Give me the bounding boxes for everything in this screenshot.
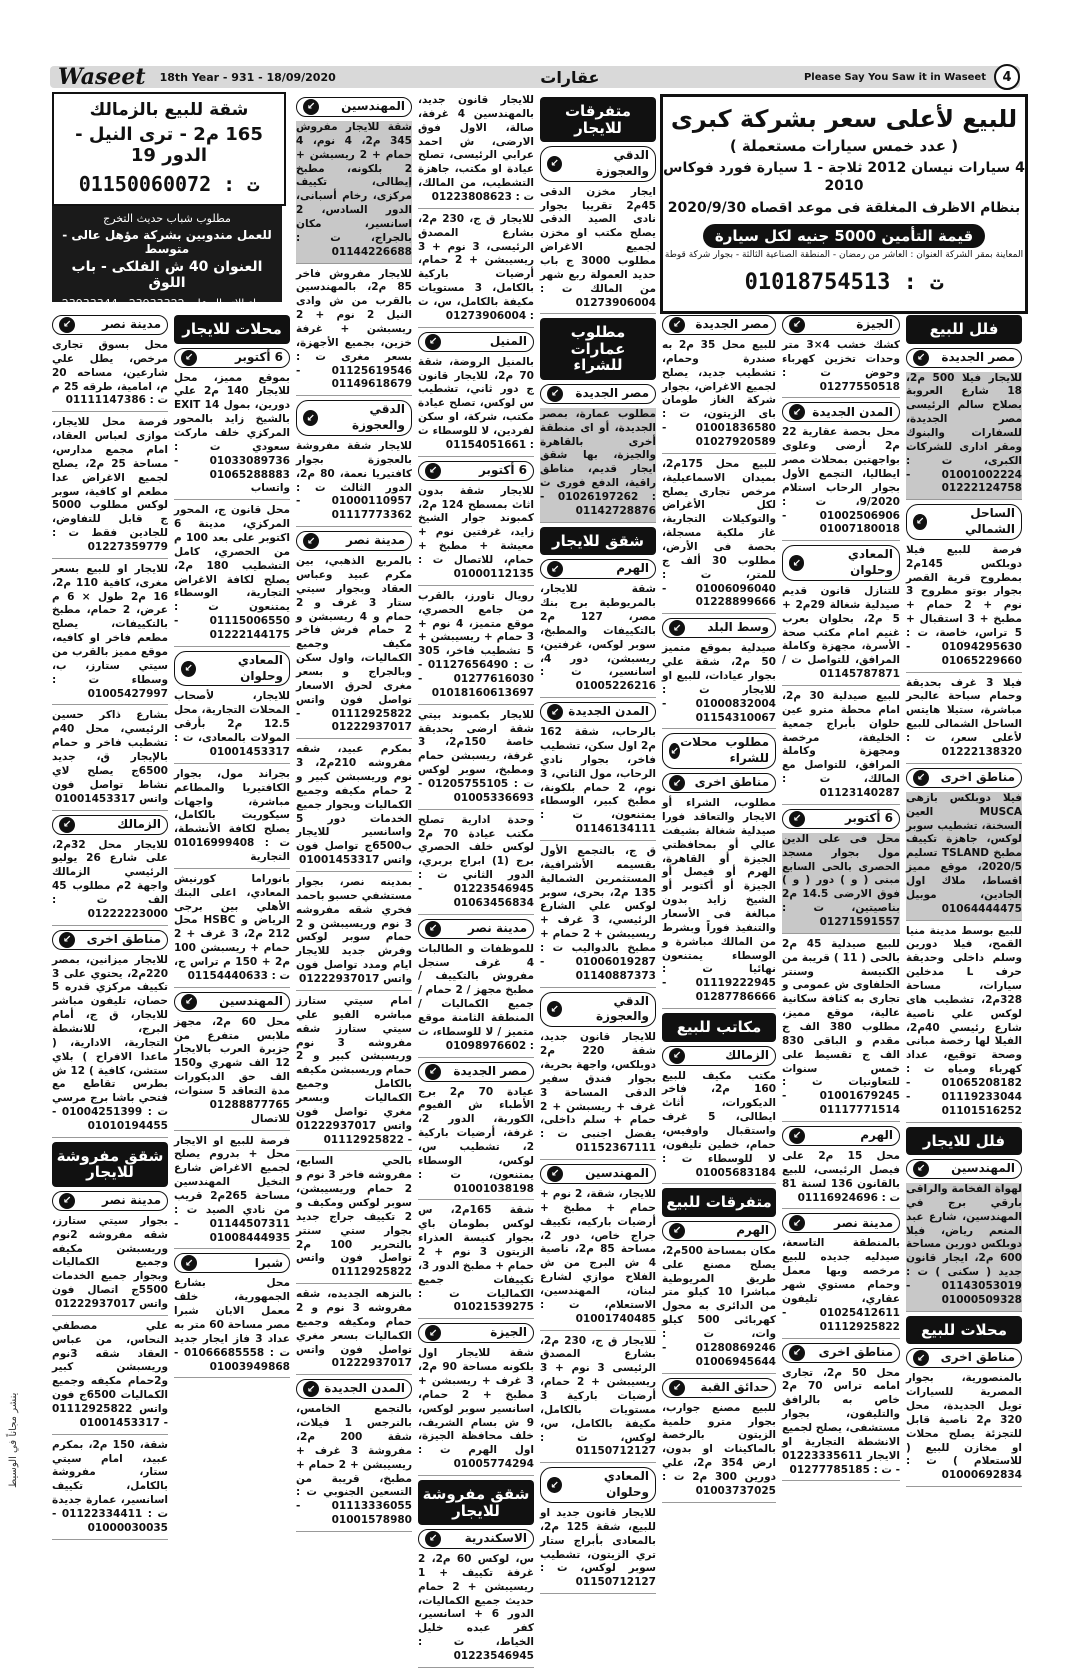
classified-ad: للايجار شقة بدون اثاث بمسطح 124 م2، كمبوند جوار الشيخ زايد، غرفتين نوم + معيشة + مطبخ + حمام، للاتصال ت : 01000112135: [418, 485, 534, 586]
main-ad-phone: ت : 01018754513: [744, 269, 944, 295]
section-label-text: مصر الجديدة: [453, 1063, 527, 1078]
arrow-icon: ↙: [303, 1381, 319, 1397]
classified-ad: بالتجمع الخامس، بالنرجس 1 فيلات، شقة 200 م2، مفروشة 3 غرف + ريسيبشن + 2 حمام + مطبخ، قريبة من التسعين الجنوبي ت : 01113336055 - 01001578980: [296, 1403, 412, 1532]
section-label-text: المهندسين: [585, 1166, 649, 1181]
classified-ad: للبيع محل 35 م2 به صندرة وحمام، تشطيب جديد، يصلح لجميع الاغراض، بجوار شركة الغاز طومان باى الزيتون، ت : 01001836580 - 01027920589: [662, 339, 776, 454]
arrow-icon: ↙: [303, 533, 319, 549]
section-label-text: الزمالك: [117, 816, 161, 831]
section-label: [782, 402, 900, 422]
classified-ad: لهواة الفخامة والراقى بارقي برج في المهندسين، شارع عبد المنعم رياض، فيلا دوبلكس دورين مساحة 600 م2، ايجار قانون جديد ( سكنى ) ت : 01143053019 - 01000509328: [906, 1183, 1022, 1312]
main-ad-address: المعاينة بمقر الشركة العنوان : العاشر من رمضان - المنطقة الصناعية الثالثة - بجوار شركة قوطة: [664, 249, 1024, 260]
section-label: [662, 733, 776, 769]
classified-ad: شقة للايجار، بالمريوطية برج بنك مصر، 127 م2 بالتكييفات والمطبخ، سوبر لوكس، غرفتين، ريسبشن، دور 4، اسانسير، ت : 01005226216: [540, 583, 656, 698]
classified-ad: فرصة محل للايجار، موازى لعباس العقاد، امام مجمع مدارس، مساحة 25 م2، يصلح لجميع الاغراض عدا مطعم او كافية، سوبر لوكس مطلوب 5000 ج قابل للتفاوض، للجادين فقط ت : 01227359779: [52, 416, 168, 559]
classified-ad: ق ج، بالتجمع الأول بقسيمه الأشرافية، المستثمرين الشمالية 135 م2، بحرى، سوبر لوكس علي الشارع الرئيسي، 3 غرف + ريسيبشن + 2 حمام + مطبخ بالدواليب ت : 01006019287 - 01140887373: [540, 845, 656, 988]
arrow-icon: ↙: [913, 1350, 929, 1366]
arrow-icon: ↙: [425, 1531, 441, 1547]
classified-ad: للايجار شقة مفروشة بالعجوزة بجوار كافتيريا نعمة، 80 م2، الدور الثالث ت : 01000110957 - 01117773362: [296, 440, 412, 527]
classified-ad: بجراند مول، بجوار الكافتيريا والمطاعم مباشرة، واجهات سيكوريت بالكامل، يصلح لكافة الأنشطة، ت : 01016999408 التجارية: [174, 768, 290, 869]
classified-ad: بجوار سيتي ستارز، شقه مفروشه 2نوم وريسبشن مكيفه وجميع الكماليات وبجوار جميع الخدمات 5500ج اتصال فون واتس 01222937017: [52, 1215, 168, 1316]
side-credit: ينشر مجاناً في الوسيط: [8, 1392, 19, 1488]
classified-ad: للايجار ق ج، 230 م2، بشارع المصدق الرئيسى 3 نوم + 3 ريسيبشن + 2 حمام، أرضيات باركية 3 مستويات بالكامل، مكيفة بالكامل، س، لوكس، ت : 01150712127: [540, 1335, 656, 1464]
section-label: [782, 545, 900, 581]
arrow-icon: ↙: [547, 1001, 562, 1017]
section-label: [296, 531, 412, 551]
category-header: مكاتب للبيع: [662, 1013, 776, 1042]
section-label-text: مدينة نصر: [467, 920, 527, 935]
classified-ad: عيادة 70 م2 برج الأطباء ش الفيوم الكوربة، الدور 2، غرفة، أرضيات باركية 2، تشطيب س، لوكس، الوسطاء يمتنعون، ت : 01001038198: [418, 1086, 534, 1201]
section-label-text: المهندسين: [341, 99, 405, 114]
classified-ad: للبيع مصنع جوارب، بجوار مترو حلمية الزيتون بالرخصة بالماكينات او بدون، ارض 354 م2، علي دورين 300 م2 ت : 01003737025: [662, 1402, 776, 1503]
arrow-icon: ↙: [59, 1193, 75, 1209]
section-label: [662, 1378, 776, 1398]
classified-ad: مطلوب، الشراء أو الايجار والتعاقد فورا صيدلية شغالة بشيفت عالي أو بمحافظتي الجيزة أو القاهرة، الهرم أو فيصل أو الجيزة أو أكتوبر أو الشيخ زايد بدون مبالغة فى الأسعار والتنفيذ فوراً وبشرط من المالك مباشرة و الوسطاء يمتنعون نهائيا ت : 01119222945 - 01287786666: [662, 797, 776, 1009]
section-label-text: المعادي وحلوان: [603, 1469, 649, 1500]
job-ad: [52, 206, 282, 310]
arrow-icon: ↙: [547, 1477, 562, 1493]
classified-ad: للايجار قانون جديد او للبيع، شقة 125 م2، بالمعادى بأبراج ستار تري الزيتون، تشطيب سوبر لوكس، ت : 01150712127: [540, 1507, 656, 1594]
section-label: [662, 773, 776, 793]
job-ad-line1: مطلوب شباب حديث التخرج: [103, 212, 231, 225]
section-label-text: مناطق اخرى: [694, 775, 769, 790]
category-header: محلات للبيع: [906, 1316, 1022, 1345]
issue-meta: 18th Year - 931 - 18/09/2020: [159, 70, 336, 84]
section-label: [540, 992, 656, 1028]
arrow-icon: ↙: [181, 350, 197, 366]
zamalek-ad-line1: شقة للبيع بالزمالك: [89, 100, 249, 120]
section-label: [418, 332, 534, 352]
section-label: [906, 1348, 1022, 1368]
page-header: [50, 66, 1020, 88]
classified-ad: صيدلية بموقع متميز 50 م2، شقة علي بجوار عيادات، للبيع او للايجار ت : 01000832004 - 01154310067: [662, 642, 776, 729]
arrow-icon: ↙: [669, 1223, 685, 1239]
arrow-icon: ↙: [181, 661, 196, 677]
section-label-text: مدينة نصر: [101, 317, 161, 332]
section-label-text: الساحل الشمالي: [964, 506, 1015, 537]
section-label-text: مطلوب محلات للشراء: [680, 735, 769, 766]
classified-ad: محل قانون ج، المحور المركزي، مدينة 6 اكتوبر على بعد 100 م من الحصري، كامل التشطيب 180 م2، يصلح لكافة الاغراض التجارية، الوسطاء يمتنعون ت : 01115006550 - 01222144175: [174, 504, 290, 647]
section-label-text: 6 أكتوبر: [234, 349, 283, 364]
arrow-icon: ↙: [669, 1048, 685, 1064]
section-label: [906, 768, 1022, 788]
section-label-text: المعادي وحلوان: [237, 652, 283, 683]
section-label: [418, 461, 534, 481]
arrow-icon: ↙: [913, 770, 929, 786]
classified-ad: مكتب مكيف للبيع 160 م2، فاخر الديكورات، أثاث ايطالى، 5 غرف واستقبال واوفيس، حمام، خطين تليفون، لا للوسطاء ت : 01005683184: [662, 1070, 776, 1185]
section-label-text: المهندسين: [951, 1161, 1015, 1176]
section-label: [662, 618, 776, 638]
section-label-text: مصر الجديدة: [575, 385, 649, 400]
category-header: محلات للايجار: [174, 315, 290, 344]
section-label: [662, 1221, 776, 1241]
classified-ad: بالحي السابع، مفروشه فاخر 3 نوم و 2 حمام وريسيبشن، سوبر لوكس ومكيف و 2 تكييف جراج جديد بجوار ستي سنتر بالتحرير 100 م2 تواصل فون واتس 01112925822: [296, 1155, 412, 1284]
classified-ad: للايجار فيلا 500 م2، 18 شارع العروبة بصلاح سالم الرئيسى مصر الجديدة، للسفارات والبنوك ومقر ادارى للشركات الكبرى، ت : 01001002224 - 01222124758: [906, 372, 1022, 501]
classified-ad: للايجار ق ج، 230 م2، بشارع المصدق الرئيسى، 3 نوم + 3 ريسيبشن + 2 حمام، أرضيات باركية بالكامل، 3 مستويات مكيفة بالكامل، س، ت : 01273906004: [418, 213, 534, 328]
section-label: [296, 1379, 412, 1399]
job-ad-line4: برجاء الاتصال على 23933322 - 23933344: [61, 297, 273, 310]
section-label-text: الزمالك: [725, 1047, 769, 1062]
classified-ad: للايجار مفروش فاخر 85 م2، بالمهندسين بالقرب من ش وادى النيل 2 نوم + 2 ريسبشن + غرفة خزين، بجميع الأجهزة، بسعر مغرى ت : 01125619546 - 01149618679: [296, 268, 412, 397]
classified-ad: شقة 165م2، س لوكس بطومان باي بجوار كنيسة العذراء الزيتون 3 نوم + 2 حمام + مطبخ الدور 3، تكييفات جميع الكماليات ت : 01021539275: [418, 1204, 534, 1319]
classified-ad: للايجار قانون جديد، بالمهندسين 4 غرفة، صالة، الاول فوق الارضى، ش احمد عرابي الرئيسى، تصلح عيادة او مكتب، جاهزة التشطيب، من المالك، ت : 01223808623: [418, 94, 534, 209]
section-label-text: الاسكندرية: [464, 1531, 527, 1546]
arrow-icon: ↙: [669, 775, 685, 791]
classified-ad: محل بسوق تجارى مرخص، يطل علي شارعين، مساحه 20 م، امامية، طرقه 25 م ت : 01111147386: [52, 339, 168, 412]
section-label: [52, 930, 168, 950]
classified-ad: للبيع بوسط مدينة منيا القمح، فيلا دورين وسلم داخلى وحديقة حرف L مدخلين سيارات، مساحة 328م2، تشطيب هاى لوكس علي ناصية شارع رئيسي 40م2، الفيلا لها رخصة مبانى وصحة توقيع، عداد كهرباء ومياه ت : 01065208182 - 01119233044 - 01101516252: [906, 925, 1022, 1123]
category-header: شقق مفروشة للايجار: [418, 1480, 534, 1525]
classified-ad: للبيع صيدلية 30 م2، امام محطة مترو عين حلوان بأبراج جمعية الخليفة، مرخصة ومجهزة وكاملة المرافق، للتواصل مع المالك، ت : 01123140287: [782, 690, 900, 805]
classified-ad: للايجار، شقة، 2 نوم + حمام + مطبخ + أرضيات باركيه، تكييف جراج خاص، دور 2، مساحة 85 م2، ناصية 4 ش البرج من ش الفلاح موازي لشارع لبنان، المهندسين، الاستعلام، ت : 01001740485: [540, 1188, 656, 1331]
section-label-text: مدينة نصر: [101, 1192, 161, 1207]
arrow-icon: ↙: [547, 561, 563, 577]
section-label-text: مدينة نصر: [833, 1215, 893, 1230]
section-label-text: الهرم: [616, 561, 649, 576]
arrow-icon: ↙: [789, 811, 805, 827]
classified-ad: بالنزهه الجديده، شقه مفروشه 3 نوم و 2 حمام ومكيفه وجميع الكماليات بسعر مغري تواصل فون واتس 01222937017: [296, 1288, 412, 1375]
arrow-icon: ↙: [181, 994, 197, 1010]
arrow-icon: ↙: [303, 99, 319, 115]
classified-ad: بالمربع الذهبي، بين مكرم عبيد وعباس العقاد وبجوار سيتي ستار 3 غرف و 2 حمام و 4 ريسبشن و 2 حمام فرش فاخر مكيف وجميع الكماليات، واول سكن وبالجراج و بسعر مغرى لحرق الاسعار تواصل فون واتس 01112925822 - 01222937017: [296, 555, 412, 739]
section-label-text: المعادي وحلوان: [847, 547, 893, 578]
section-label-text: 6 أكتوبر: [844, 810, 893, 825]
classified-ad: للايجار ميزانين، بمصر 220م2، يحتوي على 3 تكييف مركزي قدره 5 حصان، تليفون مباشر للايجار، ق ج، أمام البرج، للانشطة التجارية، الادارية، ( ماعدا الافراح ) بلاي ستشن، كافية ) 12 ش بطرس تقاطع مع فتحي باشا برج مرسي ت : 01004251399 - 01010194455: [52, 954, 168, 1138]
job-ad-line3: العنوان 40 ش الفلكى - باب اللوق: [71, 259, 263, 291]
arrow-icon: ↙: [425, 921, 441, 937]
column-4: [540, 94, 656, 1589]
classified-ad: بانوراما كورنيش المعادي، اعلى البنك الأهلي بين برجى الرياض و HSBC محل 212 م2، 3 غرف + 2 حمام + ريسبشن 100 م2 + 150 م تراس ج، ت : 01154440633: [174, 873, 290, 988]
section-label: [52, 315, 168, 335]
section-label: [418, 1062, 534, 1082]
classified-ad: للموظفات و الطالبات 4 غرف سنجل مفروش بالتكييف / مطبخ مجهز / 2 حمام / جميع الكماليات / المنطقة الثامنة موقع متميز / لا للوسطاء، ت : 01098976602: [418, 943, 534, 1058]
arrow-icon: ↙: [913, 350, 929, 366]
zamalek-ad-phone: ت : 01150060072: [78, 172, 260, 196]
section-label: [540, 1164, 656, 1184]
classified-ad: محل 50 م2، تجارى امامه تراس 70 م2 خاص به بالرافق والتليفون، بجوار مستشفى، يصلح لجميع الانشطة التجارية او الايجار 01223335611 - ت : 01277785185: [782, 1367, 900, 1482]
section-label-text: مناطق اخرى: [818, 1344, 893, 1359]
section-label: [782, 1213, 900, 1233]
main-car-ad: [660, 94, 1028, 314]
classified-ad: امام سيتي ستارز مباشره الفيو علي سيتي ستارز شقه مفروشه 3 نوم وريسبشن كبير و 2 حمام وريسبشن مكيفه بالكامل وجميع الكماليات وبسعر مغري تواصل فون واتس 01222937017 - 01112925822: [296, 995, 412, 1151]
arrow-icon: ↙: [425, 1064, 441, 1080]
classified-ad: للايجار بكمبوند بيتي شقة ارضى بحديقة خاصة 150م2، 3 غرفة، ريسبشن حمام ومطبخ، سوبر لوكس ت : 01205755105 - 01005336693: [418, 709, 534, 810]
classified-ad: بشارع ذاكر حسين الرئيسي، محل 40م تشطيب فاخر و حمام بالإيجار ق، جديد 6500ج يصلح لاي نشاط تواصل فون واتس 01001453317: [52, 709, 168, 810]
section-label: [296, 400, 412, 436]
classified-ad: محل بحصة عقارية 22 م2 أرضى وعلوى بواجهتين بمحلات مصر ايطاليا، التجمع الأول بجوار الرحاب استلام 9/2020، ت : 01002506906 - 01007180018: [782, 426, 900, 541]
classified-ad: بالمنيل الروضة، شقة 70 م2، للايجار قانون ج دور ثاني، تشطيب س لوكس، تصلح عيادة مكتب، شركة، او سكن لفردين، لا للوسطاء ت : 01154051661: [418, 356, 534, 457]
section-label: [174, 651, 290, 687]
arrow-icon: ↙: [789, 555, 804, 571]
column-6: [296, 94, 412, 1534]
classified-ad: علي مصطفي النحاس، من عباس العقاد شقه 3نوم وريسبشن كبير و2حمام مكيفه وجميع الكماليات 6500ج فون واتس 01112925822 - 01001453317: [52, 1320, 168, 1435]
section-label-text: المدن الجديدة: [324, 1381, 405, 1396]
arrow-icon: ↙: [59, 932, 75, 948]
section-label: [782, 1126, 900, 1146]
column-5: [418, 94, 535, 1663]
section-label: [418, 919, 534, 939]
section-label: [540, 1467, 656, 1503]
section-label-text: شبرا: [254, 1255, 283, 1270]
section-label-text: الجيزة: [856, 317, 893, 332]
classified-ad: مطلوب عمارة، بمصر الجديدة، أو اى منطقة أخرى بالقاهرة والجيزة، بها شقق ايجار قديم، مناطق راقية، الدفع فورى ت : 01026197262 - 01142728876: [540, 408, 656, 523]
category-header: فلل للايجار: [906, 1127, 1022, 1156]
page-number: 4: [994, 64, 1020, 90]
classified-ad: بالمنطقة التاسعة، صيدليه جديده للبيع مرخصه وبها معمل وحمام مستوي شهر عقاري، تليفون 01025412611 - 01112925822: [782, 1237, 900, 1338]
column-8: [52, 312, 168, 1534]
arrow-icon: ↙: [547, 156, 562, 172]
section-label-text: الدقي والعجوزة: [595, 148, 649, 178]
arrow-icon: ↙: [669, 743, 680, 759]
section-label-text: مناطق اخرى: [940, 1350, 1015, 1365]
section-label: [540, 559, 656, 579]
main-ad-line4: بنظام الاظرف المغلقة فى موعد اقصاه 2020/9/30: [667, 200, 1021, 217]
classified-ad: شقة، 150 م2، بمكرم عبيد، امام سيتي ستار، مفروشة بالكامل، تكييف اسانسير، عمارة جديدة ت : 01122334411 - 01000030035: [52, 1439, 168, 1540]
classified-ad: فرصة للبيع او الايجار محل + بدروم يصلح لجميع الاغراض شارع النخيل المهندسين مساحة 265م2 قريب من نادي الصيد ت : 01144507311 - 01008444935: [174, 1135, 290, 1250]
arrow-icon: ↙: [425, 463, 441, 479]
section-label: [296, 97, 412, 117]
column-3: [662, 312, 776, 1534]
arrow-icon: ↙: [59, 817, 75, 833]
section-label-text: وسط البلد: [707, 620, 769, 635]
section-label-text: مناطق اخرى: [86, 931, 161, 946]
section-label-text: مناطق اخرى: [940, 769, 1015, 784]
section-label: [782, 809, 900, 829]
arrow-icon: ↙: [789, 317, 805, 333]
section-label-text: 6 أكتوبر: [478, 462, 527, 477]
section-label: [52, 815, 168, 835]
section-label-text: الهرم: [860, 1128, 893, 1143]
arrow-icon: ↙: [789, 1215, 805, 1231]
category-header: شقق للايجار: [540, 527, 656, 556]
category-header: شقق مفروشة للايجار: [52, 1142, 168, 1187]
zamalek-ad: [52, 92, 286, 206]
classified-ad: فيلا 3 غرف بحديقة وحمام سباحة عالبحر مباشرة، ستيلا هايتس الساحل الشمالى للبيع لأعلى سعر، ت : 01222138320: [906, 677, 1022, 764]
section-label: [906, 504, 1022, 540]
arrow-icon: ↙: [547, 704, 563, 720]
classified-ad: بالرحاب، شقة 162 م2 اول سكن، تشطيب فاخر، بجوار نادي الرحاب، مول الثاني، 3 نوم، 2 حمام بلكونة، مطبخ كبير، الوسطاء يمتنعون، ت : 01146134111: [540, 726, 656, 841]
arrow-icon: ↙: [789, 404, 805, 420]
section-label: [540, 702, 656, 722]
section-label-text: الجيزة: [490, 1325, 527, 1340]
section-label: [782, 315, 900, 335]
arrow-icon: ↙: [59, 317, 75, 333]
section-label: [418, 1323, 534, 1343]
classified-ad: للبيع محل 175م2، بميدان الاسماعيلية، مرخص تجارى يصلح لكل الأغراض والتوكيلات التجارية، غاز ملكية مسجلة، بحصة فى الأرض، مطلوب 30 ألف ج للمتر، ت : 01006096040 - 01228899666: [662, 458, 776, 614]
section-label: [418, 1529, 534, 1549]
classified-ad: شقة للايجار اول بلكونه مساحة 90 م2، 3 غرف + ريسبشن + مطبخ + 2 حمام، اسانسير سوبر لوكس، 9 ش بسام الشريف، خلف محافظة الجيزة، اول الهرم ت : 01005774294: [418, 1347, 534, 1476]
classified-ad: للتنازل قانون قديم صيدلية شغالة 29م2 + 5 م2، بحلوان بعرب غنيم امام مكتب صحة الأسرة، مجهزة وكاملة المرافق، للتواصل ت / 01145787871: [782, 585, 900, 686]
classified-ad: فيلا دوبلكس بازهى MUSCA العين السخنة، تشطيب سوبر لوكس، جاهزة تكييف مطبخ TSLAND تسليم 2020/5، موقع مميز اقساط، ملاك اول الجادين، موبيل 01064444475: [906, 792, 1022, 921]
main-ad-line3: 4 سيارات نيسان 2012 ثلاجة - 1 سيارة فورد فوكاس 2010: [663, 160, 1025, 195]
classified-ad: للبيع صيدلية 45 م2 بالحى ( 11 ) قريبة من الكنيسة وسنتر الحلفاوى ش عمومى و تجارى به كثافة سكانية عالية، موقع مميز، مطلوب 380 الف ج مقدم و الباقى 830 الف ج تقسيط على خمس سنوات للتعاونيات ت : 01001679245 - 01117771514: [782, 938, 900, 1122]
classified-ad: بموقع مميز، محل للايجار 140 م2 علي دورين، بمول EXIT 14 بالشيخ زايد بالمحور المركزي خلف ماركت سعودي ت : 01033089736 - 01065288883 واتساب: [174, 372, 290, 501]
category-header: فلل للبيع: [906, 315, 1022, 344]
category-header: مطلوب عمارات للشراء: [540, 318, 656, 380]
arrow-icon: ↙: [425, 1325, 441, 1341]
classified-ad: للايجار قانون جديد، شقة 220 م2 دوبلكس، واجهة بحرية، بجوار فندق سفير الدقى المساحة 3 غرف + ريسبشن + 2 حمام + سلم داخلى، يفضل اجنبى ت : 01152367111: [540, 1031, 656, 1160]
classified-ad: بالمنصورية، بجوار المصرية للسيارات تويل الجديدة، محل 320 م2 ناصية قابل للتجزئة يصلح محلات او مخازن للبيع ( للاستعلام ) ت : 01000692834: [906, 1372, 1022, 1487]
section-label: [906, 348, 1022, 368]
section-label-text: المهندسين: [219, 993, 283, 1008]
arrow-icon: ↙: [303, 410, 318, 426]
section-label-text: الدقي والعجوزة: [595, 993, 649, 1024]
arrow-icon: ↙: [913, 514, 927, 530]
column-2: [782, 312, 900, 1534]
classified-ad: محل 15 م2 على فيصل الرئيسى، للبيع بالقانون 136 لسنة 81 ت : 01116924696: [782, 1150, 900, 1209]
section-label-text: مصر الجديدة: [695, 317, 769, 332]
column-7: [174, 312, 290, 1534]
category-header: متفرقات للايجار: [540, 97, 656, 142]
section-label: [174, 992, 290, 1012]
section-label: [174, 348, 290, 368]
section-label: [540, 384, 656, 404]
arrow-icon: ↙: [669, 1380, 685, 1396]
arrow-icon: ↙: [913, 1161, 929, 1177]
classified-ad: كشك خشب 4×3 متر وحدات تخزين كهرباء وحوض ت : 01277550518: [782, 339, 900, 398]
arrow-icon: ↙: [181, 1255, 197, 1271]
arrow-icon: ↙: [669, 317, 685, 333]
classified-ad: ايجار مخزن الدقى 45م2 تقريبا بجوار نادى الصيد الدقى يصلح مكتب او مخزن لجميع الاغراض مطلوب 3000 ج باب حديد العمولة ربع شهر من المالك ت : 01273906004: [540, 186, 656, 315]
section-label-text: المنيل: [489, 333, 527, 348]
section-label: [540, 146, 656, 182]
category-header: متفرقات للبيع: [662, 1188, 776, 1217]
section-title: عقارات: [540, 67, 600, 87]
section-label-text: مدينة نصر: [345, 533, 405, 548]
classified-ad: بمدينه نصر، بجوار مستشفي حسبو باحمد فخري شقه مفروشه 3 نوم وريسيبشن و 2 حمام سوبر لوكس وفرش جديد للايجار ايام ومدد تواصل فون واتس 01222937017: [296, 876, 412, 991]
column-1: [906, 312, 1022, 1534]
arrow-icon: ↙: [425, 334, 441, 350]
classified-ad: محل فى على الدين مول بجوار مسجد الحصرى بالحى السابع مبنى ( و ) دور ( و ) فوق الارضى 14.5 م2 بناصيتين، ت : 01271591557: [782, 833, 900, 934]
section-label-text: المدن الجديدة: [812, 404, 893, 419]
section-label: [662, 1046, 776, 1066]
section-label: [174, 1253, 290, 1273]
section-label-text: الدقي والعجوزة: [351, 402, 405, 433]
classified-ad: مكان بمساحة 500م2، يصلح مصنع على طريق المريوطية مباشرا 10 كيلو متر من الدائرى به محول كهربائى 500 كيلو وات، ت : 01280869246 - 01006945644: [662, 1245, 776, 1374]
section-label: [662, 315, 776, 335]
zamalek-ad-line2: 165 م2 - ترى النيل - الدور 19: [75, 124, 263, 166]
job-ad-line2: للعمل مندوبين بشركة مؤهل عالى - متوسط: [62, 228, 272, 256]
arrow-icon: ↙: [547, 1166, 563, 1182]
classified-ad: شقة للايجار مفروش 345 م2، 4 نوم، 4 حمام + 2 ريسبشن + 2 بلكونه، مطبخ إيطالى، تكييف مركزى، رخام أسبانى، الدور السادس، 2 اسانسير، مكان بالجراج، ت : 01144226688: [296, 121, 412, 264]
arrow-icon: ↙: [789, 1345, 805, 1361]
arrow-icon: ↙: [669, 620, 685, 636]
classified-ad: للايجار محل 32م2، على شارع 26 يوليو الرئيسي الزمالك واجهة 2م مطلوب 45 الف ت : 01222223000: [52, 839, 168, 926]
section-label-text: مصر الجديدة: [941, 349, 1015, 364]
classified-ad: محل 60 م2، مجهز ملابس متفرع من جزيرة العرب بالايجار 12 الف شهري و150 الف حق الديكورات مدة التعاقد 5 سنوات، 01288877765 للاتصال: [174, 1016, 290, 1131]
classified-ad: للايجار، لأصحاب المحلات التجارية، محل 12.5 م2 بأرقى المولات بالمعادى، ت : 01001453317: [174, 690, 290, 763]
arrow-icon: ↙: [547, 386, 563, 402]
section-label-text: حدائق القبة: [700, 1379, 769, 1394]
section-label-text: المدن الجديدة: [568, 704, 649, 719]
tagline: Please Say You Saw it in Waseet: [803, 71, 986, 83]
arrow-icon: ↙: [789, 1128, 805, 1144]
classified-ad: فرصة للبيع فيلا دوبلكس 145م2 بمطروح قرية القصر بجوار بوتو مطروح 3 نوم + 2 حمام + مطبخ + 3 استقبال + 5 تراس، خاصة، ت : 01094295630 - 01065229660: [906, 544, 1022, 673]
main-ad-line1: للبيع لأعلى سعر بشركة كبرى: [670, 105, 1018, 133]
main-ad-line2: ( عدد خمس سيارات مستعملة ): [729, 137, 959, 155]
classified-ad: محل بشارع الجمهورية، خلف معمل الابان شبرا مصر مساحة 60 متر به عداد 3 فاز ايجار جديد ت : 01066685558 - 01003949868: [174, 1277, 290, 1378]
section-label-text: الهرم: [736, 1222, 769, 1237]
classified-ad: رويال تاورز، بالقرب من جامع الحصري، موقع متميز، 4 نوم + 3 حمام + ريسيبشن + 5 تشطيب فاخر، 305 ت : 01127656490 - 01277616030 - 01018160613697: [418, 590, 534, 705]
classified-ad: للايجار او للبيع بسعر مغرى، كافية 110 م2، 16 م2 طول × 6 م عرض، 2 حمام، مطبخ بالتكييفات، يصلح مطعم فاخر او كافيه، موقع مميز بالقرب من سيتي ستارز، ب، وسطاء ت : 01005427997: [52, 563, 168, 706]
classified-ad: س، لوكس 60 م2، 2 غرفة تكييف + 1 ريسيبشن + 2 حمام حديث جميع الكماليات، الدور 6 + اسانسير، كفر عبده خليل الخياط، ت : 01223546945: [418, 1553, 534, 1668]
classified-ad: بمكرم عبيد، شقه مفروشه 210م2، 3 نوم وريسبشن كبير و 2 حمام مكيفه وجميع الكماليات وبجوار جميع الخدمات دور 5 واسانسير للايجار ب6500ج تواصل فون واتس 01001453317: [296, 743, 412, 872]
classified-ad: وحدة ادارية تصلح مكتب عيادة 70 م2 لوكس خلف الحصري برج (1) ابراج بربري، الدور الثاني ت : 01223546945 - 01063456834: [418, 814, 534, 915]
section-label: [906, 1159, 1022, 1179]
waseet-logo: Waseet: [58, 64, 146, 90]
section-label: [52, 1191, 168, 1211]
main-ad-badge: قيمة التأمين 5000 جنيه لكل سيارة: [703, 224, 985, 248]
section-label: [782, 1343, 900, 1363]
